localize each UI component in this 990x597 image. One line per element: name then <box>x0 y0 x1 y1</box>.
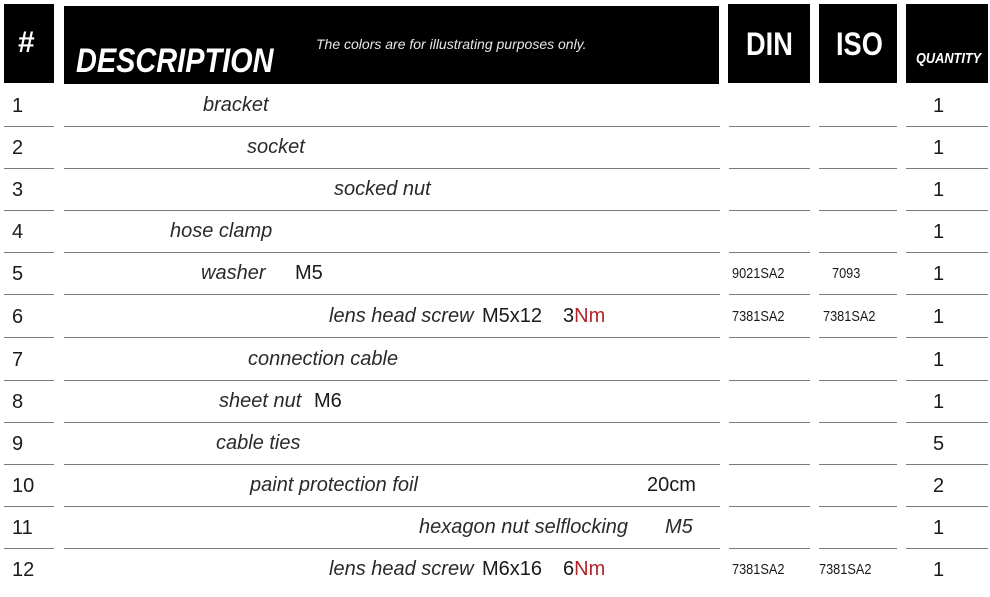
row-size: M5 <box>665 516 693 538</box>
row-quantity: 5 <box>933 433 945 455</box>
row-quantity: 1 <box>933 306 945 328</box>
row-quantity: 2 <box>933 475 945 497</box>
row-quantity: 1 <box>933 349 945 371</box>
header-color-note: The colors are for illustrating purposes only. <box>316 36 587 52</box>
header-quantity-label: QUANTITY <box>916 50 982 67</box>
header-iso-cell <box>819 4 897 83</box>
row-quantity: 1 <box>933 137 945 159</box>
row-number: 8 <box>12 391 24 413</box>
table-row <box>0 423 990 465</box>
row-iso: 7381SA2 <box>823 308 876 325</box>
header-iso-label: ISO <box>836 26 883 62</box>
row-din: 7381SA2 <box>732 561 785 578</box>
row-size: M5x12 <box>482 305 543 327</box>
row-iso: 7381SA2 <box>819 561 872 578</box>
row-quantity: 1 <box>933 559 945 581</box>
row-torque <box>563 305 605 328</box>
row-size: M6 <box>314 390 342 412</box>
row-quantity: 1 <box>933 391 945 413</box>
torque-value: 3 <box>563 305 575 327</box>
header-din-label: DIN <box>746 26 793 62</box>
table-row <box>0 253 990 295</box>
header-description-cell <box>64 6 719 84</box>
table-row <box>0 85 990 127</box>
table-row <box>0 381 990 423</box>
row-description: lens head screw <box>329 305 474 327</box>
table-row <box>0 465 990 507</box>
row-description: hexagon nut selflocking <box>419 516 629 538</box>
table-row <box>0 507 990 549</box>
table-row <box>0 339 990 381</box>
row-quantity: 1 <box>933 179 945 201</box>
row-description: bracket <box>203 94 269 116</box>
row-number: 10 <box>12 475 35 497</box>
header-number-cell <box>4 4 54 83</box>
table-row <box>0 296 990 338</box>
row-number: 6 <box>12 306 24 328</box>
row-number: 2 <box>12 137 24 159</box>
row-description: washer <box>201 262 266 284</box>
row-description: socket <box>247 136 305 158</box>
row-size: M6x16 <box>482 558 543 580</box>
torque-unit: Nm <box>574 305 606 327</box>
table-row <box>0 549 990 591</box>
torque-unit: Nm <box>574 558 606 580</box>
row-length: 20cm <box>647 474 696 496</box>
row-quantity: 1 <box>933 263 945 285</box>
table-row <box>0 127 990 169</box>
row-iso: 7093 <box>832 265 861 282</box>
row-din: 7381SA2 <box>732 308 785 325</box>
row-torque <box>563 558 605 581</box>
row-size: M5 <box>295 262 323 284</box>
row-din: 9021SA2 <box>732 265 785 282</box>
row-number: 3 <box>12 179 24 201</box>
table-row <box>0 169 990 211</box>
torque-value: 6 <box>563 558 575 580</box>
row-number: 5 <box>12 263 24 285</box>
header-quantity-cell <box>906 4 988 83</box>
row-number: 1 <box>12 95 24 117</box>
row-description: socked nut <box>334 178 431 200</box>
row-number: 4 <box>12 221 24 243</box>
row-description: lens head screw <box>329 558 474 580</box>
row-description: paint protection foil <box>250 474 418 496</box>
row-number: 12 <box>12 559 35 581</box>
row-number: 7 <box>12 349 24 371</box>
row-quantity: 1 <box>933 95 945 117</box>
table-row <box>0 211 990 253</box>
header-din-cell <box>728 4 810 83</box>
row-description: cable ties <box>216 432 301 454</box>
header-number-label: # <box>18 26 35 59</box>
row-description: hose clamp <box>170 220 273 242</box>
row-description: sheet nut <box>219 390 302 412</box>
header-description-label: DESCRIPTION <box>76 42 274 80</box>
row-quantity: 1 <box>933 221 945 243</box>
row-number: 11 <box>12 517 33 539</box>
row-description: connection cable <box>248 348 399 370</box>
row-quantity: 1 <box>933 517 945 539</box>
row-number: 9 <box>12 433 24 455</box>
